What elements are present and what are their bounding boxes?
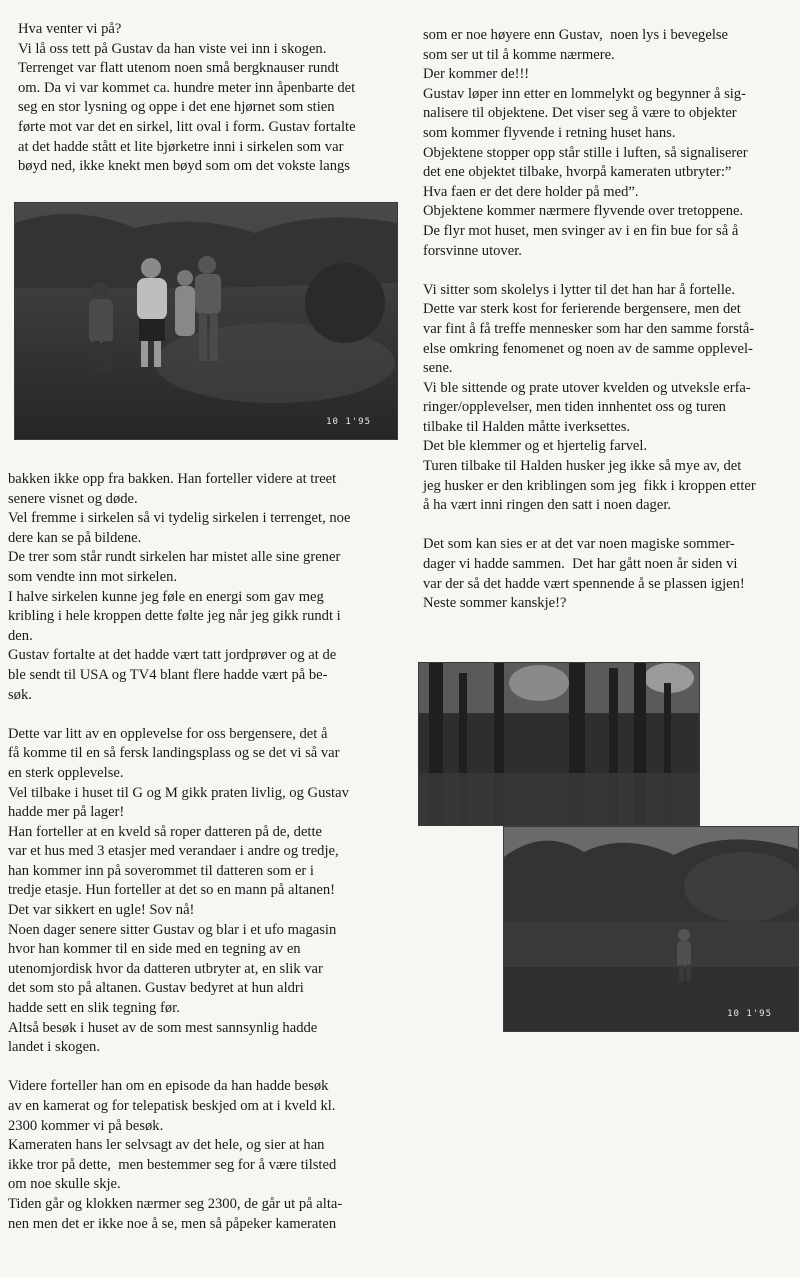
left-column-bottom-text (8, 470, 350, 1234)
text-line (423, 261, 756, 281)
text-line: ikke tror på dette, men bestemmer seg for å være tilsted (8, 1156, 337, 1173)
text-line: at det hadde stått et lite bjørketre inni i sirkelen som var (18, 138, 344, 155)
text-line: bøyd ned, ikke knekt men bøyd som om det vokste langs (18, 158, 350, 175)
group-photo-date-stamp: 10 1'95 (326, 417, 371, 427)
clearing-photo-date-stamp: 10 1'95 (727, 1009, 772, 1019)
text-line: De trer som står rundt sirkelen har mistet alle sine grener (8, 549, 341, 566)
text-line: utenomjordisk hvor da datteren utbryter at, en slik var (8, 960, 323, 977)
text-line: Han forteller at en kveld så roper datteren på de, dette (8, 823, 323, 840)
text-line: hvor han kommer til en side med en tegning av en (8, 941, 301, 958)
text-line: hadde mer på lager! (8, 804, 125, 821)
text-line: Vel tilbake i huset til G og M gikk praten livlig, og Gustav (8, 784, 349, 801)
left-column-top-text (18, 20, 356, 177)
text-line: få komme til en så fersk landingsplass og se det vi så var (8, 745, 340, 762)
text-line: Der kommer de!!! (423, 66, 530, 83)
text-line: dere kan se på bildene. (8, 529, 142, 546)
text-line: nen men det er ikke noe å se, men så påpeker kameraten (8, 1215, 337, 1232)
text-line: Dette var litt av en opplevelse for oss bergensere, det å (8, 725, 328, 742)
text-line: som kommer flyvende i retning huset hans. (423, 124, 676, 141)
text-line: Vi sitter som skolelys i lytter til det han har å fortelle. (423, 281, 736, 298)
text-line: ble sendt til USA og TV4 blant flere hadde vært på be- (8, 666, 328, 683)
text-line: det ene objektet tilbake, hvorpå kameraten utbryter:” (423, 164, 732, 181)
text-line: I halve sirkelen kunne jeg føle en energi som gav meg (8, 588, 324, 605)
text-line: som vendte inn mot sirkelen. (8, 568, 178, 585)
text-line: tredje etasje. Hun forteller at det so en mann på altanen! (8, 882, 336, 899)
text-line (8, 1058, 350, 1078)
text-line: else omkring fenomenet og noen av de samme opplevel- (423, 340, 753, 357)
text-line: av en kamerat og for telepatisk beskjed om at i kveld kl. (8, 1098, 336, 1114)
text-line: om. Da vi var kommet ca. hundre meter inn åpenbarte det (18, 79, 356, 96)
text-line: det som sto på altanen. Gustav bedyret at hun aldri (8, 980, 304, 997)
text-line: 2300 kommer vi på besøk. (8, 1117, 164, 1134)
text-line: Vi ble sittende og prate utover kvelden og utveksle erfa- (423, 379, 751, 396)
text-line: var et hus med 3 etasjer med verandaer i andre og tredje, (8, 843, 339, 860)
text-line: Gustav fortalte at det hadde vært tatt jordprøver og at de (8, 647, 337, 664)
right-column-text (423, 26, 756, 614)
text-line: Noen dager senere sitter Gustav og blar i et ufo magasin (8, 921, 337, 938)
text-line: Objektene stopper opp står stille i luften, så signaliserer (423, 144, 748, 161)
text-line: landet i skogen. (8, 1039, 101, 1056)
text-line (8, 705, 350, 725)
text-line: Objektene kommer nærmere flyvende over tretoppene. (423, 203, 744, 220)
text-line: Tiden går og klokken nærmer seg 2300, de går ut på alta- (8, 1195, 343, 1212)
text-line: Hva venter vi på? (18, 21, 122, 37)
text-line: Altså besøk i huset av de som mest sannsynlig hadde (8, 1019, 318, 1036)
text-line: senere visnet og døde. (8, 490, 138, 507)
text-line: var der så det hadde vært spennende å se plassen igjen! (423, 575, 745, 592)
text-line: ringer/opplevelser, men tiden innhentet oss og turen (423, 399, 726, 416)
text-line: han kommer inn på soverommet til datteren som er i (8, 862, 314, 879)
text-line: den. (8, 627, 33, 644)
text-line: Vel fremme i sirkelen så vi tydelig sirkelen i terrenget, noe (8, 510, 351, 527)
text-line: Turen tilbake til Halden husker jeg ikke så mye av, det (423, 458, 742, 475)
text-line: De flyr mot huset, men svinger av i en fin bue for så å (423, 222, 739, 239)
text-line: forsvinne utover. (423, 242, 522, 259)
text-line: Det ble klemmer og et hjertelig farvel. (423, 438, 648, 455)
text-line: jeg husker er den kriblingen som jeg fikk i kroppen etter (423, 477, 756, 494)
text-line (423, 516, 756, 536)
text-line: dager vi hadde sammen. Det har gått noen år siden vi (423, 556, 738, 573)
text-line: som er noe høyere enn Gustav, noen lys i bevegelse (423, 27, 729, 43)
text-line: Gustav løper inn etter en lommelykt og begynner å sig- (423, 85, 747, 102)
right-lines (423, 26, 756, 614)
text-line: en sterk opplevelse. (8, 764, 124, 781)
text-line: tilbake til Halden måtte iverksettes. (423, 418, 631, 435)
text-line: Terrenget var flatt utenom noen små bergknauser rundt (18, 60, 339, 77)
group-photo-image (15, 203, 397, 439)
text-line: Det som kan sies er at det var noen magiske sommer- (423, 536, 735, 553)
text-line: Vi lå oss tett på Gustav da han viste vei inn i skogen. (18, 40, 327, 57)
text-line: hadde sett en slik tegning før. (8, 1000, 180, 1017)
text-line: førte mot var det en sirkel, litt oval i form. Gustav fortalte (18, 118, 356, 135)
text-line: søk. (8, 686, 32, 703)
text-line: som ser ut til å komme nærmere. (423, 46, 615, 63)
forest-photo (418, 662, 700, 826)
text-line: kribling i hele kroppen dette følte jeg når jeg gikk rundt i (8, 608, 341, 625)
text-line: bakken ikke opp fra bakken. Han forteller videre at treet (8, 471, 337, 487)
text-line: Dette var sterk kost for ferierende bergensere, men det (423, 301, 741, 318)
group-photo (14, 202, 398, 440)
text-line: Hva faen er det dere holder på med”. (423, 183, 639, 200)
left-bottom-lines (8, 470, 350, 1234)
text-line: seg en stor lysning og oppe i det ene hjørnet som stien (18, 99, 335, 116)
text-line: nalisere til objektene. Det viser seg å være to objekter (423, 105, 737, 122)
text-line: å ha vært inni ringen den satt i noen dager. (423, 497, 672, 514)
forest-photo-image (419, 663, 699, 825)
text-line: Videre forteller han om en episode da han hadde besøk (8, 1078, 329, 1095)
text-line: var fint å få treffe mennesker som har den samme forstå- (423, 320, 755, 337)
text-line: om noe skulle skje. (8, 1176, 121, 1193)
text-line: Neste sommer kanskje!? (423, 595, 567, 612)
clearing-photo-image (504, 827, 798, 1031)
text-line: Kameraten hans ler selvsagt av det hele, og sier at han (8, 1137, 325, 1154)
text-line: sene. (423, 360, 453, 377)
text-line: Det var sikkert en ugle! Sov nå! (8, 902, 195, 919)
clearing-photo (503, 826, 799, 1032)
left-top-lines (18, 20, 356, 177)
